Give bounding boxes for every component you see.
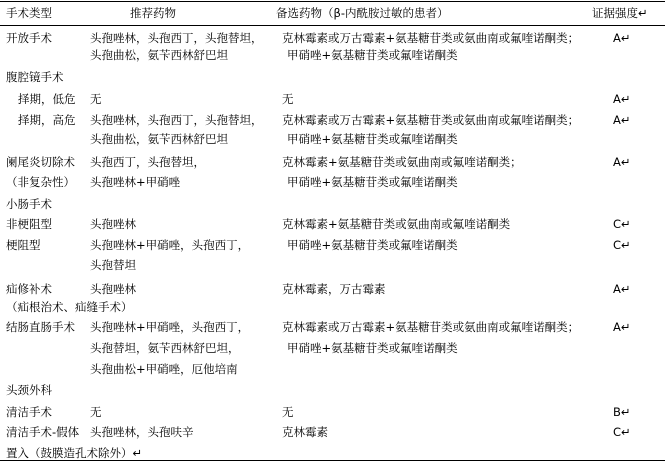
recommended-drugs-cell: 头孢曲松+甲硝唑，厄他培南 xyxy=(90,362,238,376)
evidence-grade-cell: C↵ xyxy=(613,425,631,439)
surgery-type-cell: 非梗阻型 xyxy=(6,217,52,231)
alternative-drugs-cell: 无 xyxy=(282,405,294,419)
recommended-drugs-cell: 头孢唑林+甲硝唑，头孢西丁， xyxy=(90,238,250,252)
recommended-drugs-cell: 头孢替坦 xyxy=(90,258,136,272)
surgery-type-cell: （疝根治术、疝缝手术） xyxy=(6,300,133,314)
evidence-grade-cell: A↵ xyxy=(613,155,631,169)
recommended-drugs-cell: 无 xyxy=(90,92,102,106)
surgery-type-cell: 阑尾炎切除术 xyxy=(6,155,75,169)
recommended-drugs-cell: 头孢唑林+甲硝唑，头孢西丁， xyxy=(90,320,250,334)
header-recommended: 推荐药物 xyxy=(130,6,176,20)
alternative-drugs-cell: 克林霉素或万古霉素+氨基糖苷类或氨曲南或氟喹诺酮类； xyxy=(282,320,580,334)
header-alternative: 备选药物（β-内酰胺过敏的患者） xyxy=(276,6,449,20)
surgery-type-cell: 择期，高危 xyxy=(18,113,76,127)
surgery-type-cell: 疝修补术 xyxy=(6,282,52,296)
surgery-type-cell: 清洁手术 xyxy=(6,405,52,419)
recommended-drugs-cell: 头孢曲松，氨苄西林舒巴坦 xyxy=(90,132,228,146)
alternative-drugs-cell: 克林霉素+氨基糖苷类或氨曲南或氟喹诺酮类 xyxy=(282,217,511,231)
evidence-grade-cell: B↵ xyxy=(613,405,631,419)
surgery-type-cell: 开放手术 xyxy=(6,31,52,45)
surgery-type-cell: 清洁手术-假体 xyxy=(6,425,80,439)
alternative-drugs-cell: 克林霉素，万古霉素 xyxy=(282,282,386,296)
recommended-drugs-cell: 头孢唑林 xyxy=(90,282,136,296)
alternative-drugs-cell: 克林霉素或万古霉素+氨基糖苷类或氨曲南或氟喹诺酮类； xyxy=(282,31,580,45)
alternative-drugs-cell: 克林霉素 xyxy=(282,425,328,439)
surgery-type-cell: 梗阻型 xyxy=(6,238,41,252)
evidence-grade-cell: A↵ xyxy=(613,31,631,45)
alternative-drugs-cell: 甲硝唑+氨基糖苷类或氟喹诺酮类 xyxy=(287,341,458,355)
recommended-drugs-cell: 头孢唑林，头孢呋辛 xyxy=(90,425,194,439)
recommended-drugs-cell: 头孢曲松，氨苄西林舒巴坦 xyxy=(90,48,228,62)
header-evidence: 证据强度↵ xyxy=(592,6,648,20)
evidence-grade-cell: C↵ xyxy=(613,217,631,231)
surgery-type-cell: 头颈外科 xyxy=(6,383,52,397)
evidence-grade-cell: A↵ xyxy=(613,113,631,127)
surgery-type-cell: 腹腔镜手术 xyxy=(6,70,64,84)
evidence-grade-cell: C↵ xyxy=(613,238,631,252)
alternative-drugs-cell: 无 xyxy=(282,92,294,106)
recommended-drugs-cell: 头孢西丁，头孢替坦， xyxy=(90,155,205,169)
table-header-rule xyxy=(0,25,665,26)
evidence-grade-cell: A↵ xyxy=(613,92,631,106)
surgery-type-cell: 结肠直肠手术 xyxy=(6,320,75,334)
table-top-rule xyxy=(0,1,665,2)
evidence-grade-cell: A↵ xyxy=(613,320,631,334)
surgery-type-cell: 小肠手术 xyxy=(6,197,52,211)
alternative-drugs-cell: 克林霉素+氨基糖苷类或氨曲南或氟喹诺酮类； xyxy=(282,155,522,169)
recommended-drugs-cell: 头孢唑林，头孢西丁，头孢替坦， xyxy=(90,113,263,127)
alternative-drugs-cell: 克林霉素或万古霉素+氨基糖苷类或氨曲南或氟喹诺酮类； xyxy=(282,113,580,127)
surgery-type-cell: 置入（鼓膜造孔术除外）↵ xyxy=(6,446,143,460)
header-surgery-type: 手术类型 xyxy=(6,6,52,20)
evidence-grade-cell: A↵ xyxy=(613,282,631,296)
table-bottom-rule xyxy=(0,460,665,461)
surgery-type-cell: （非复杂性） xyxy=(6,175,75,189)
recommended-drugs-cell: 头孢唑林+甲硝唑 xyxy=(90,175,181,189)
recommended-drugs-cell: 无 xyxy=(90,405,102,419)
alternative-drugs-cell: 甲硝唑+氨基糖苷类或氟喹诺酮类 xyxy=(287,48,458,62)
surgery-type-cell: 择期，低危 xyxy=(18,92,76,106)
recommended-drugs-cell: 头孢唑林 xyxy=(90,217,136,231)
recommended-drugs-cell: 头孢唑林，头孢西丁，头孢替坦， xyxy=(90,31,263,45)
alternative-drugs-cell: 甲硝唑+氨基糖苷类或氟喹诺酮类 xyxy=(287,175,458,189)
alternative-drugs-cell: 甲硝唑+氨基糖苷类或氟喹诺酮类 xyxy=(287,132,458,146)
alternative-drugs-cell: 甲硝唑+氨基糖苷类或氟喹诺酮类 xyxy=(287,238,458,252)
recommended-drugs-cell: 头孢替坦，氨苄西林舒巴坦， xyxy=(90,341,240,355)
